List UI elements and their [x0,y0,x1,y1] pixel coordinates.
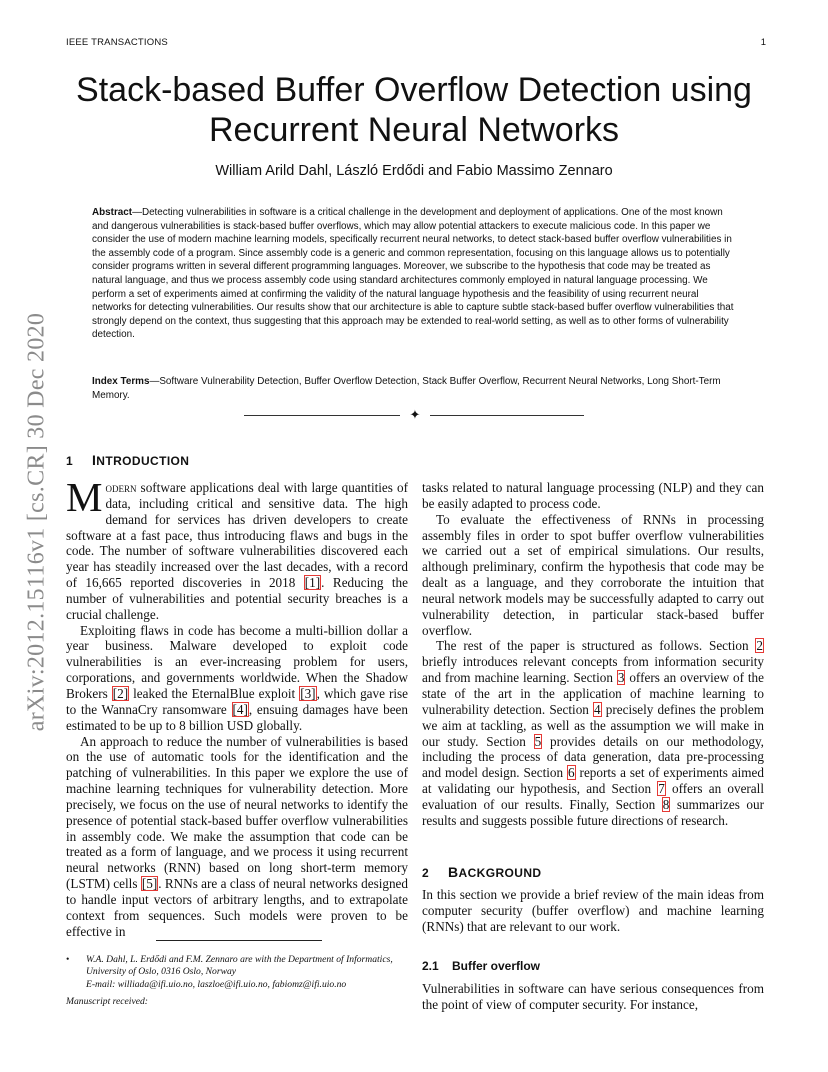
section-link[interactable]: 6 [568,765,575,781]
section-1-heading [66,452,189,468]
intro-p3-text-b: . RNNs are a class of neural networks designed to handle input vectors of arbitrary lengths, and to extrapolate context from sequences. Such models were proven to be effective in [66,876,409,939]
intro-paragraph-4: tasks related to natural language processing (NLP) and they can be easily adapted to process code. [422,480,764,511]
arxiv-identifier [22,282,52,762]
intro-paragraph-2 [66,623,408,734]
author-list: William Arild Dahl, László Erdődi and Fabio Massimo Zennaro [215,163,613,179]
manuscript-received: Manuscript received: [66,996,148,1007]
section-divider [0,407,828,423]
intro-p3-text-a: An approach to reduce the number of vulnerabilities is based on the use of automatic tools for the identification and the patching of vulnerabilities. In this paper we explore the use of machine learning techniques for vulnerability detection. More precisely, we focus on the use of neural networks to identify the presence of potential stack-based buffer overflow vulnerabilities in assembly code. We make the assumption that code can be treated as a form of language, and we process it using recurrent neural networks (RNN) based on long short-term memory (LSTM) cells [66,733,408,892]
page-number: 1 [760,37,766,48]
intro-paragraph-6 [422,638,764,828]
footnote-bullet: • [66,954,70,965]
abstract [92,206,734,342]
citation-link[interactable]: [1] [304,575,321,591]
subsection-2-1-number: 2.1 [422,959,439,973]
section-link[interactable]: 7 [658,781,665,797]
arxiv-identifier-text: arXiv:2012.15116v1 [cs.CR] 30 Dec 2020 [23,312,50,732]
paper-title [60,70,768,150]
section-2-heading [422,864,541,880]
divider-line-right [430,415,584,416]
section-1-title-rest: NTRODUCTION [96,454,190,468]
intro-paragraph-1 [66,474,408,623]
section-link[interactable]: 3 [617,670,625,686]
intro-p2-text-a: Exploiting flaws in code has become a multi-billion dollar a year business. Malware developed to exploit code vulnerabilities is an ever-increasing problem for users, corporations, and governments worldwide. When the Shadow Brokers [66,622,408,701]
citation-link[interactable]: [5] [141,876,158,892]
drop-cap: M [66,474,103,520]
index-terms [92,375,734,402]
intro-paragraph-5: To evaluate the effectiveness of RNNs in processing assembly files in order to spot buffer overflow vulnerabilities we carried out a set of empirical simulations. Our results, although preliminary, confirm the hypothesis that code may be dealt as a language, and they corroborate the intuition that neural network models may be successfully adapted to carry out vulnerability detection, in particular stack-based buffer overflow. [422,511,764,638]
intro-p6-text-h: summarizes our results and suggests possible future directions of research. [422,796,764,828]
citation-link[interactable]: [3] [300,685,316,701]
intro-p2-text-d: , ensuing damages have been estimated to be up to 8 billion USD globally. [66,701,408,733]
subsection-2-1-body [422,981,764,1013]
buffer-overflow-paragraph-1: Vulnerabilities in software can have serious consequences from the point of view of computer security. For instance, [422,981,764,1012]
section-1-right-body [422,480,764,829]
section-link[interactable]: 2 [756,638,763,654]
section-2-number: 2 [422,866,430,880]
title-line-2: Recurrent Neural Networks [208,111,620,149]
section-1-number: 1 [66,454,74,468]
footnote-emails: E-mail: williada@ifi.uio.no, laszloe@ifi.uio.no, fabiomz@ifi.uio.no [86,978,347,990]
intro-p1-text-b: . Reducing the number of vulnerabilities and potential security breaches is a crucial challenge. [66,575,408,622]
section-1-left-body [66,474,409,939]
index-terms-text: —Software Vulnerability Detection, Buffer Overflow Detection, Stack Buffer Overflow, Recurrent Neural Networks, Long Short-Term Memory. [92,376,721,401]
section-link[interactable]: 5 [534,733,542,749]
background-paragraph-1: In this section we provide a brief review of the main ideas from computer security (buffer overflow) and machine learning (RNNs) that are relevant to our work. [422,887,764,934]
intro-p6-text-f: reports a set of experiments aimed at validating our hypothesis, and Section [422,765,765,797]
intro-p6-text-a: The rest of the paper is structured as follows. Section [436,638,756,654]
intro-p6-text-g: offers an overall evaluation of our results. Finally, Section [422,781,764,812]
title-line-1: Stack-based Buffer Overflow Detection using [76,71,752,109]
intro-p6-text-b: briefly introduces relevant concepts from information security and from machine learning. Section [422,654,764,686]
subsection-2-1-heading [422,959,540,973]
citation-link[interactable]: [4] [232,701,248,717]
section-link[interactable]: 4 [594,701,601,717]
footnote-rule [156,940,322,941]
divider-diamond-icon: ✦ [409,407,421,422]
section-1-title-initial: I [92,452,97,468]
intro-p6-text-d: precisely defines the problem we aim at tackling, as well as the assumption we will make in our study. Section [422,701,764,749]
author-footnote [66,954,408,991]
intro-p1-text-a: software applications deal with large quantities of data, including critical and sensitive data. The high demand for services has driven developers to create software at a fast pace, thus introducing flaws and bugs in the code. The number of software vulnerabilities discovered each year has steadily increased over the last decades, with a record of 16,665 reported discoveries in 2018 [66,480,408,591]
section-link[interactable]: 8 [662,796,670,812]
subsection-2-1-title: Buffer overflow [452,959,541,973]
abstract-label: Abstract [92,207,133,218]
index-terms-label: Index Terms [92,376,150,387]
intro-paragraph-3 [66,734,408,940]
drop-cap-smallcaps: odern [105,480,137,495]
citation-link[interactable]: [2] [112,685,129,701]
section-2-body [422,887,764,935]
section-2-title-initial: B [448,864,459,880]
footnote-affiliation: W.A. Dahl, L. Erdődi and F.M. Zennaro are with the Department of Informatics, University of Oslo, 0316 Oslo, Norway [86,954,393,978]
intro-p2-text-b: leaked the EternalBlue exploit [129,685,300,701]
intro-p6-text-e: provides details on our methodology, including the process of data generation, data pre-processing and model design. Section [422,733,764,781]
section-2-title-rest: ACKGROUND [458,866,542,880]
intro-p6-text-c: offers an overview of the state of the art in the application of machine learning to vulnerability detection. Section [422,670,764,717]
running-header-journal: IEEE TRANSACTIONS [66,37,168,48]
divider-line-left [244,415,400,416]
intro-p2-text-c: , which gave rise to the WannaCry ransomware [66,685,408,717]
abstract-text: —Detecting vulnerabilities in software is a critical challenge in the development and deployment of applications. One of the most known and dangerous vulnerabilities is stack-based buffer overflows, which may allow potential attackers to execute malicious code. In this paper we consider the use of modern machine learning models, specifically recurrent neural networks, to detect stack-based buffer overflow vulnerabilities in the assembly code of a program. Since assembly code is a generic and common representation, focusing on this language allows us to potentially consider programs written in several different programming languages. Moreover, we subscribe to the hypothesis that code may be treated as natural language, and thus we process assembly code using standard architectures commonly employed in natural language processing. We perform a set of experiments aimed at confirming the validity of the natural language hypothesis and the feasibility of using recurrent neural networks for detecting vulnerabilities. Our results show that our architecture is able to capture subtle stack-based buffer overflow vulnerabilities that strongly depend on the context, thus suggesting that this approach may be extended to real-world setting, as well as to other forms of vulnerability detection. [92,207,734,341]
